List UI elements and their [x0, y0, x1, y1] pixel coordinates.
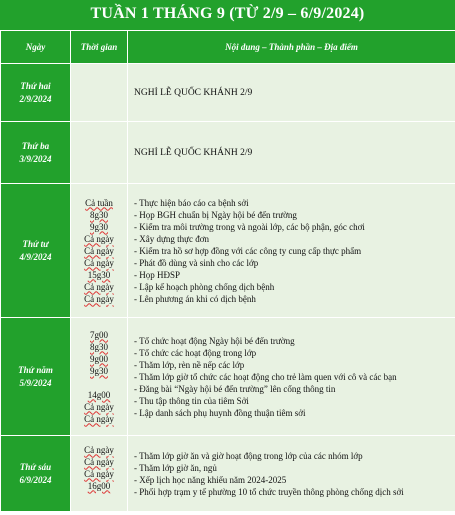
time-cell [71, 184, 128, 318]
day-name: Thứ ba [21, 140, 50, 151]
activity-text: - Họp HĐSP [134, 269, 181, 280]
activity-time: Cả ngày [84, 401, 114, 412]
time-cell [71, 436, 128, 512]
day-row [1, 318, 455, 436]
activity-time: 14g00 [87, 389, 111, 400]
content-cell [128, 184, 455, 318]
activity-time: 9g30 [90, 221, 108, 232]
day-name: Thứ sáu [19, 461, 52, 472]
activity-text: - Thực hiện báo cáo ca bệnh sởi [134, 197, 249, 208]
activity-time: 7g00 [90, 329, 108, 340]
activity-time: Cả ngày [84, 468, 114, 479]
header-day: Ngày [1, 31, 71, 64]
holiday-note: NGHỈ LỄ QUỐC KHÁNH 2/9 [134, 87, 253, 98]
day-date: 2/9/2024 [19, 93, 52, 104]
day-row [1, 436, 455, 512]
activity-text: - Thăm lớp giờ ăn và giờ hoạt động trong lớp của các nhóm lớp [134, 450, 363, 461]
activity-time: Cả ngày [84, 257, 114, 268]
day-date: 3/9/2024 [19, 153, 52, 164]
content-cell [128, 318, 455, 436]
time-cell [71, 64, 128, 122]
day-date: 4/9/2024 [19, 251, 52, 262]
activity-time: 9g00 [90, 353, 108, 364]
activity-time: Cả tuần [85, 197, 113, 208]
activity-time: Cả ngày [84, 413, 114, 424]
time-cell [71, 318, 128, 436]
activity-text: - Đăng bài “Ngày hội bé đến trường” lên cổng thông tin [134, 383, 336, 394]
content-cell [128, 64, 455, 122]
activity-time: 15g30 [87, 269, 111, 280]
schedule-title: TUẦN 1 THÁNG 9 (TỪ 2/9 – 6/9/2024) [0, 0, 455, 30]
activity-time: 16g00 [87, 480, 111, 491]
activity-time: Cả ngày [84, 293, 114, 304]
day-row [1, 122, 455, 184]
activity-text: - Thăm lớp, rèn nề nếp các lớp [134, 359, 245, 370]
header-row [1, 31, 455, 64]
activity-text: - Lập danh sách phụ huynh đồng thuận tiêm sởi [134, 407, 306, 418]
activity-text: - Lập kế hoạch phòng chống dịch bệnh [134, 281, 275, 292]
activity-text: - Kiểm tra hồ sơ hợp đồng với các công ty cung cấp thực phẩm [134, 245, 362, 256]
activity-text: - Thăm lớp giờ tổ chức các hoạt động cho trẻ làm quen với cô và các bạn [134, 371, 397, 382]
day-name: Thứ tư [22, 238, 49, 249]
activity-time: Cả ngày [84, 444, 114, 455]
header-content: Nội dung – Thành phần – Địa điểm [128, 31, 455, 64]
day-date: 5/9/2024 [19, 377, 52, 388]
activity-text: - Xây dựng thực đơn [134, 233, 210, 244]
activity-text: - Kiểm tra môi trường trong và ngoài lớp, các bộ phận, góc chơi [134, 221, 365, 232]
header-time: Thời gian [71, 31, 128, 64]
day-cell [1, 184, 71, 318]
activity-text: - Tổ chức các hoạt động trong lớp [134, 347, 257, 358]
activity-text: - Phát đồ dùng và sinh cho các lớp [134, 257, 259, 268]
content-cell [128, 436, 455, 512]
activity-time: Cả ngày [84, 456, 114, 467]
time-cell [71, 122, 128, 184]
activity-time: 8g30 [90, 209, 108, 220]
activity-text: - Tổ chức hoạt động Ngày hội bé đến trường [134, 335, 295, 346]
activity-time: 8g30 [90, 341, 108, 352]
day-cell [1, 64, 71, 122]
day-date: 6/9/2024 [19, 474, 52, 485]
activity-text: - Xếp lịch học năng khiếu năm 2024-2025 [134, 474, 287, 485]
activity-text: - Thu tập thông tin của tiêm Sởi [134, 395, 249, 406]
day-cell [1, 318, 71, 436]
activity-time: 9g30 [90, 365, 108, 376]
activity-time: Cả ngày [84, 245, 114, 256]
activity-text: - Phối hợp trạm y tế phường 10 tổ chức truyền thông phòng chống dịch sởi [134, 486, 404, 497]
activity-text: - Họp BGH chuẩn bị Ngày hội bé đến trường [134, 209, 297, 220]
day-cell [1, 436, 71, 512]
activity-text: - Thăm lớp giờ ăn, ngủ [134, 462, 217, 473]
holiday-note: NGHỈ LỄ QUỐC KHÁNH 2/9 [134, 147, 253, 158]
schedule-table [0, 30, 455, 512]
content-cell [128, 122, 455, 184]
activity-time: Cả ngày [84, 233, 114, 244]
day-row [1, 64, 455, 122]
day-cell [1, 122, 71, 184]
day-row [1, 184, 455, 318]
activity-time: Cả ngày [84, 281, 114, 292]
day-name: Thứ năm [18, 364, 53, 375]
activity-text: - Lên phương án khi có dịch bệnh [134, 293, 256, 304]
day-name: Thứ hai [20, 80, 51, 91]
